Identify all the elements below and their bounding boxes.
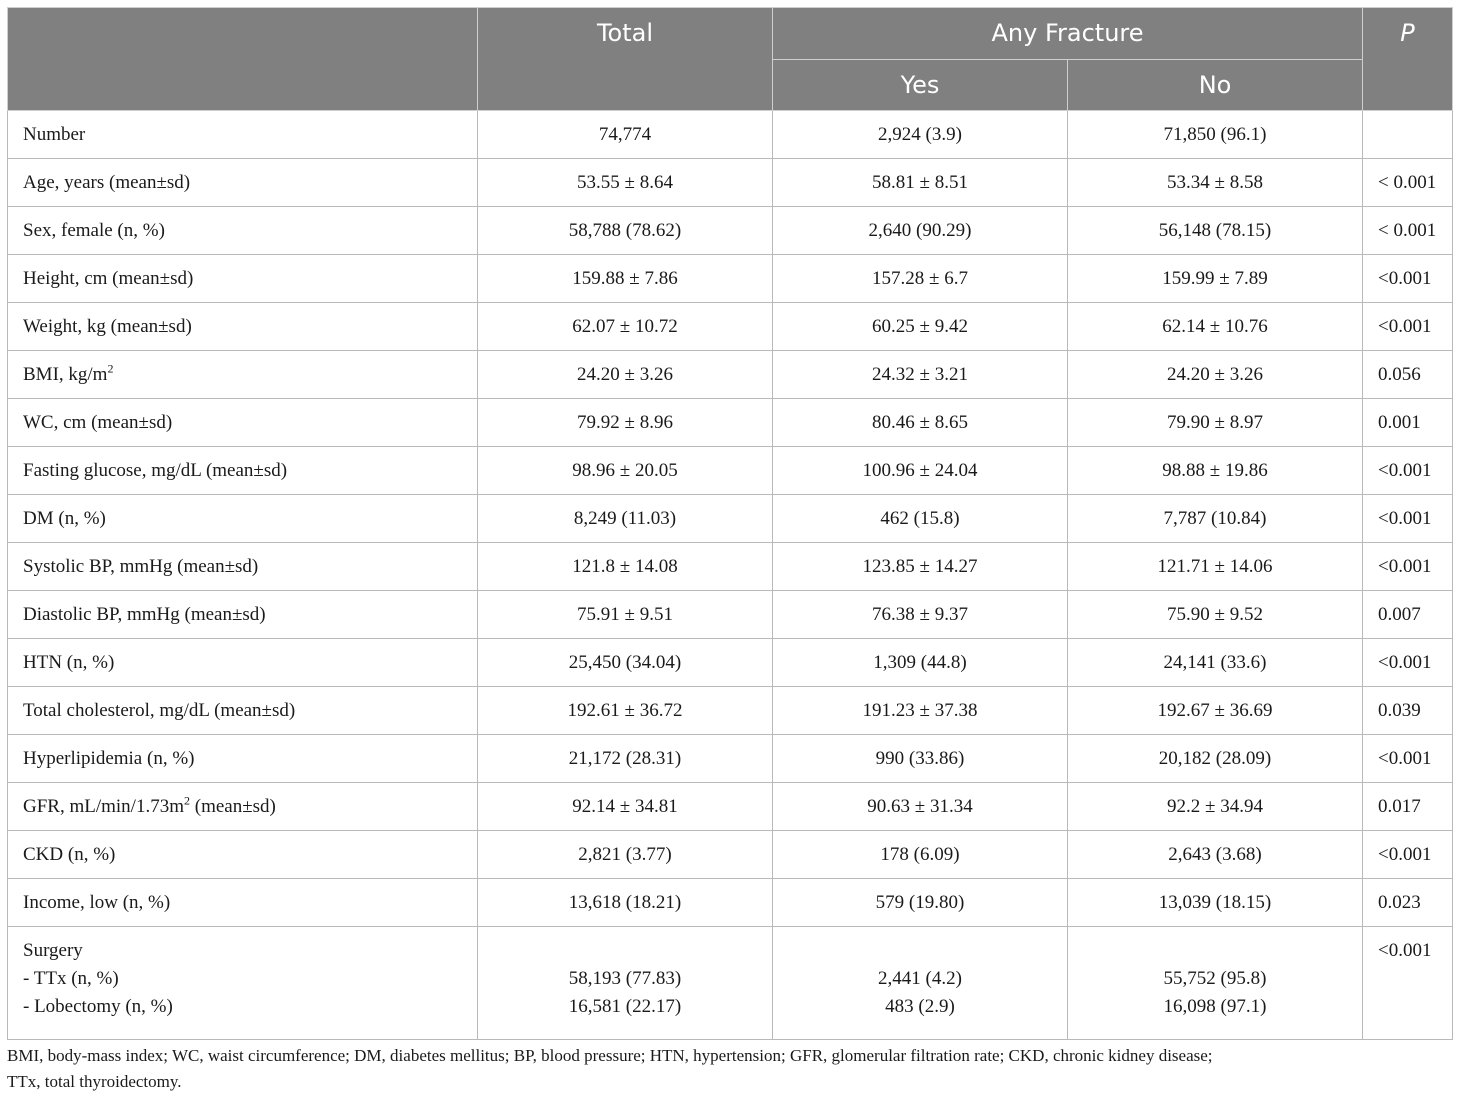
header-p: P [1363, 8, 1453, 111]
header-blank [8, 8, 478, 111]
cell-total: 192.61 ± 36.72 [478, 687, 773, 735]
cell-p: <0.001 [1363, 303, 1453, 351]
cell-total: 121.8 ± 14.08 [478, 543, 773, 591]
table-row [8, 735, 1453, 783]
row-label: Income, low (n, %) [8, 879, 478, 927]
cell-yes: 990 (33.86) [773, 735, 1068, 783]
table-row [8, 783, 1453, 831]
cell-total: 2,821 (3.77) [478, 831, 773, 879]
cell-yes: 2,924 (3.9) [773, 111, 1068, 159]
cell-p: <0.001 [1363, 543, 1453, 591]
cell-yes: 1,309 (44.8) [773, 639, 1068, 687]
row-label: WC, cm (mean±sd) [8, 399, 478, 447]
cell-p: < 0.001 [1363, 159, 1453, 207]
table-row [8, 591, 1453, 639]
cell-yes: 2,640 (90.29) [773, 207, 1068, 255]
cell-no: 92.2 ± 34.94 [1068, 783, 1363, 831]
cell-p: < 0.001 [1363, 207, 1453, 255]
cell-no: 20,182 (28.09) [1068, 735, 1363, 783]
surgery-ttx-no: 55,752 (95.8) [1163, 968, 1267, 989]
table-row-surgery [8, 927, 1453, 1040]
row-label: Diastolic BP, mmHg (mean±sd) [8, 591, 478, 639]
cell-total: 58,788 (78.62) [478, 207, 773, 255]
table-row [8, 159, 1453, 207]
cell-no: 75.90 ± 9.52 [1068, 591, 1363, 639]
cell-total: 8,249 (11.03) [478, 495, 773, 543]
cell-total: 53.55 ± 8.64 [478, 159, 773, 207]
table-row [8, 399, 1453, 447]
table-row [8, 495, 1453, 543]
cell-no: 121.71 ± 14.06 [1068, 543, 1363, 591]
cell-yes: 60.25 ± 9.42 [773, 303, 1068, 351]
cell-no: 79.90 ± 8.97 [1068, 399, 1363, 447]
cell-total: 159.88 ± 7.86 [478, 255, 773, 303]
cell-no: 71,850 (96.1) [1068, 111, 1363, 159]
cell-no: 24,141 (33.6) [1068, 639, 1363, 687]
surgery-lobectomy-total: 16,581 (22.17) [568, 996, 682, 1017]
cell-yes: 24.32 ± 3.21 [773, 351, 1068, 399]
table-row [8, 111, 1453, 159]
row-label: Systolic BP, mmHg (mean±sd) [8, 543, 478, 591]
cell-yes [773, 927, 1068, 1040]
row-label: Hyperlipidemia (n, %) [8, 735, 478, 783]
cell-no: 159.99 ± 7.89 [1068, 255, 1363, 303]
cell-no: 98.88 ± 19.86 [1068, 447, 1363, 495]
row-label: CKD (n, %) [8, 831, 478, 879]
row-label: Height, cm (mean±sd) [8, 255, 478, 303]
cell-no: 62.14 ± 10.76 [1068, 303, 1363, 351]
row-label: HTN (n, %) [8, 639, 478, 687]
header-yes: Yes [773, 60, 1068, 111]
footnote-line-2: TTx, total thyroidectomy. [7, 1072, 182, 1091]
cell-yes: 90.63 ± 31.34 [773, 783, 1068, 831]
cell-no: 53.34 ± 8.58 [1068, 159, 1363, 207]
cell-p: 0.007 [1363, 591, 1453, 639]
row-label [8, 927, 478, 1040]
cell-total: 24.20 ± 3.26 [478, 351, 773, 399]
footnote-line-1: BMI, body-mass index; WC, waist circumference; DM, diabetes mellitus; BP, blood pressure; HTN, hypertension; GFR, glomerular filtration rate; CKD, chronic kidney disease; [7, 1046, 1213, 1065]
row-label-text: GFR, mL/min/1.73m [23, 795, 184, 817]
cell-p: 0.017 [1363, 783, 1453, 831]
row-label-text: BMI, kg/m [23, 363, 108, 385]
row-label: Fasting glucose, mg/dL (mean±sd) [8, 447, 478, 495]
cell-no: 7,787 (10.84) [1068, 495, 1363, 543]
cell-yes: 76.38 ± 9.37 [773, 591, 1068, 639]
table-row [8, 639, 1453, 687]
cell-total: 25,450 (34.04) [478, 639, 773, 687]
table-row [8, 207, 1453, 255]
table-row [8, 687, 1453, 735]
cell-yes: 191.23 ± 37.38 [773, 687, 1068, 735]
table-row [8, 447, 1453, 495]
header-no: No [1068, 60, 1363, 111]
surgery-lobectomy-yes: 483 (2.9) [885, 996, 955, 1017]
cell-no: 192.67 ± 36.69 [1068, 687, 1363, 735]
characteristics-table [7, 7, 1453, 1040]
table-row [8, 879, 1453, 927]
surgery-lobectomy-no: 16,098 (97.1) [1163, 996, 1267, 1017]
cell-total: 75.91 ± 9.51 [478, 591, 773, 639]
cell-p: <0.001 [1363, 639, 1453, 687]
cell-p: <0.001 [1363, 735, 1453, 783]
cell-no: 56,148 (78.15) [1068, 207, 1363, 255]
row-label-superscript: 2 [107, 361, 114, 376]
table-container [7, 7, 1452, 1040]
header-any-fracture: Any Fracture [773, 8, 1363, 60]
row-label: Total cholesterol, mg/dL (mean±sd) [8, 687, 478, 735]
surgery-lobectomy-label: - Lobectomy (n, %) [23, 996, 173, 1017]
row-label: Weight, kg (mean±sd) [8, 303, 478, 351]
cell-yes: 58.81 ± 8.51 [773, 159, 1068, 207]
cell-yes: 100.96 ± 24.04 [773, 447, 1068, 495]
table-row [8, 303, 1453, 351]
cell-total: 74,774 [478, 111, 773, 159]
row-label: Age, years (mean±sd) [8, 159, 478, 207]
header-total: Total [478, 8, 773, 111]
cell-total [478, 927, 773, 1040]
cell-p: 0.056 [1363, 351, 1453, 399]
table-row [8, 255, 1453, 303]
row-label: Sex, female (n, %) [8, 207, 478, 255]
table-footnote [7, 1043, 1447, 1095]
cell-p: <0.001 [1363, 255, 1453, 303]
cell-yes: 462 (15.8) [773, 495, 1068, 543]
cell-no: 13,039 (18.15) [1068, 879, 1363, 927]
surgery-ttx-total: 58,193 (77.83) [568, 968, 682, 989]
cell-total: 13,618 (18.21) [478, 879, 773, 927]
row-label [8, 351, 478, 399]
cell-p: 0.039 [1363, 687, 1453, 735]
cell-yes: 579 (19.80) [773, 879, 1068, 927]
cell-yes: 80.46 ± 8.65 [773, 399, 1068, 447]
cell-total: 92.14 ± 34.81 [478, 783, 773, 831]
row-label-superscript: 2 [184, 793, 190, 808]
row-label: DM (n, %) [8, 495, 478, 543]
cell-total: 21,172 (28.31) [478, 735, 773, 783]
surgery-ttx-label: - TTx (n, %) [23, 968, 119, 989]
cell-p: <0.001 [1363, 831, 1453, 879]
row-label: Number [8, 111, 478, 159]
cell-p [1363, 111, 1453, 159]
table-header [8, 8, 1453, 111]
cell-no: 2,643 (3.68) [1068, 831, 1363, 879]
cell-no: 24.20 ± 3.26 [1068, 351, 1363, 399]
cell-yes: 178 (6.09) [773, 831, 1068, 879]
cell-total: 98.96 ± 20.05 [478, 447, 773, 495]
cell-p: 0.023 [1363, 879, 1453, 927]
cell-p: <0.001 [1363, 447, 1453, 495]
cell-no [1068, 927, 1363, 1040]
table-body [8, 111, 1453, 1040]
row-label-suffix: (mean±sd) [190, 795, 276, 817]
cell-p: 0.001 [1363, 399, 1453, 447]
surgery-label: Surgery [23, 940, 83, 961]
cell-total: 62.07 ± 10.72 [478, 303, 773, 351]
cell-p: <0.001 [1363, 495, 1453, 543]
cell-total: 79.92 ± 8.96 [478, 399, 773, 447]
table-row [8, 543, 1453, 591]
table-row [8, 831, 1453, 879]
cell-p: <0.001 [1363, 927, 1453, 1040]
cell-yes: 123.85 ± 14.27 [773, 543, 1068, 591]
table-row [8, 351, 1453, 399]
surgery-ttx-yes: 2,441 (4.2) [878, 968, 962, 989]
row-label [8, 783, 478, 831]
cell-yes: 157.28 ± 6.7 [773, 255, 1068, 303]
